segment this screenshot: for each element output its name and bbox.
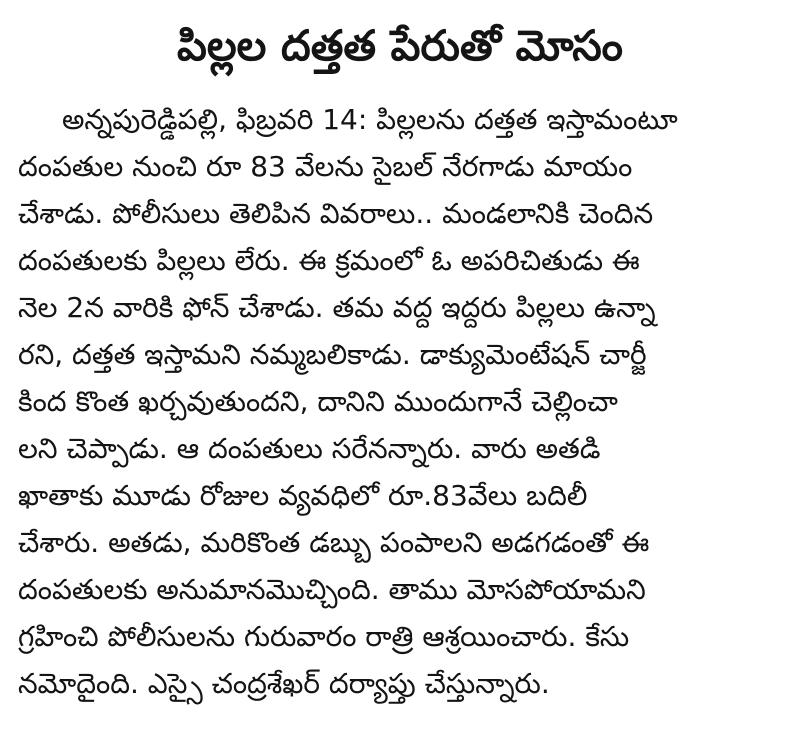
article-line: ఖాతాకు మూడు రోజుల వ్యవధిలో రూ.83వేలు బదిలీ <box>18 479 588 512</box>
article-line: దంపతులకు పిల్లలు లేరు. ఈ క్రమంలో ఓ అపరిచితుడు ఈ <box>18 244 640 277</box>
article-line: నెల 2న వారికి ఫోన్ చేశాడు. తమ వద్ద ఇద్దరు పిల్లలు ఉన్నా <box>18 291 656 324</box>
article-line: లని చెప్పాడు. ఆ దంపతులు సరేనన్నారు. వారు అతడి <box>18 432 601 465</box>
article-line: చేశారు. అతడు, మరికొంత డబ్బు పంపాలని అడగడంతో ఈ <box>18 526 650 559</box>
article-headline: పిల్లల దత్తత పేరుతో మోసం <box>177 21 623 70</box>
article-line: రని, దత్తత ఇస్తామని నమ్మబలికాడు. డాక్యుమెంటేషన్ చార్జీ <box>18 338 647 371</box>
article-line: చేశాడు. పోలీసులు తెలిపిన వివరాలు.. మండలానికి చెందిన <box>18 197 654 230</box>
article-line: కింద కొంత ఖర్చవుతుందని, దానిని ముందుగానే చెల్లించా <box>18 385 618 418</box>
article-body <box>18 96 782 707</box>
article-line: అన్నపురెడ్డిపల్లి, ఫిబ్రవరి 14: పిల్లలను దత్తత ఇస్తామంటూ <box>62 103 678 136</box>
article-line: గ్రహించి పోలీసులను గురువారం రాత్రి ఆశ్రయించారు. కేసు <box>18 620 630 653</box>
article-line: దంపతుల నుంచి రూ 83 వేలను సైబల్ నేరగాడు మాయం <box>18 150 633 183</box>
article-line: దంపతులకు అనుమానమొచ్చింది. తాము మోసపోయామని <box>18 573 646 606</box>
article-line: నమోదైంది. ఎస్సై చంద్రశేఖర్ దర్యాప్తు చేస్తున్నారు. <box>18 667 550 700</box>
